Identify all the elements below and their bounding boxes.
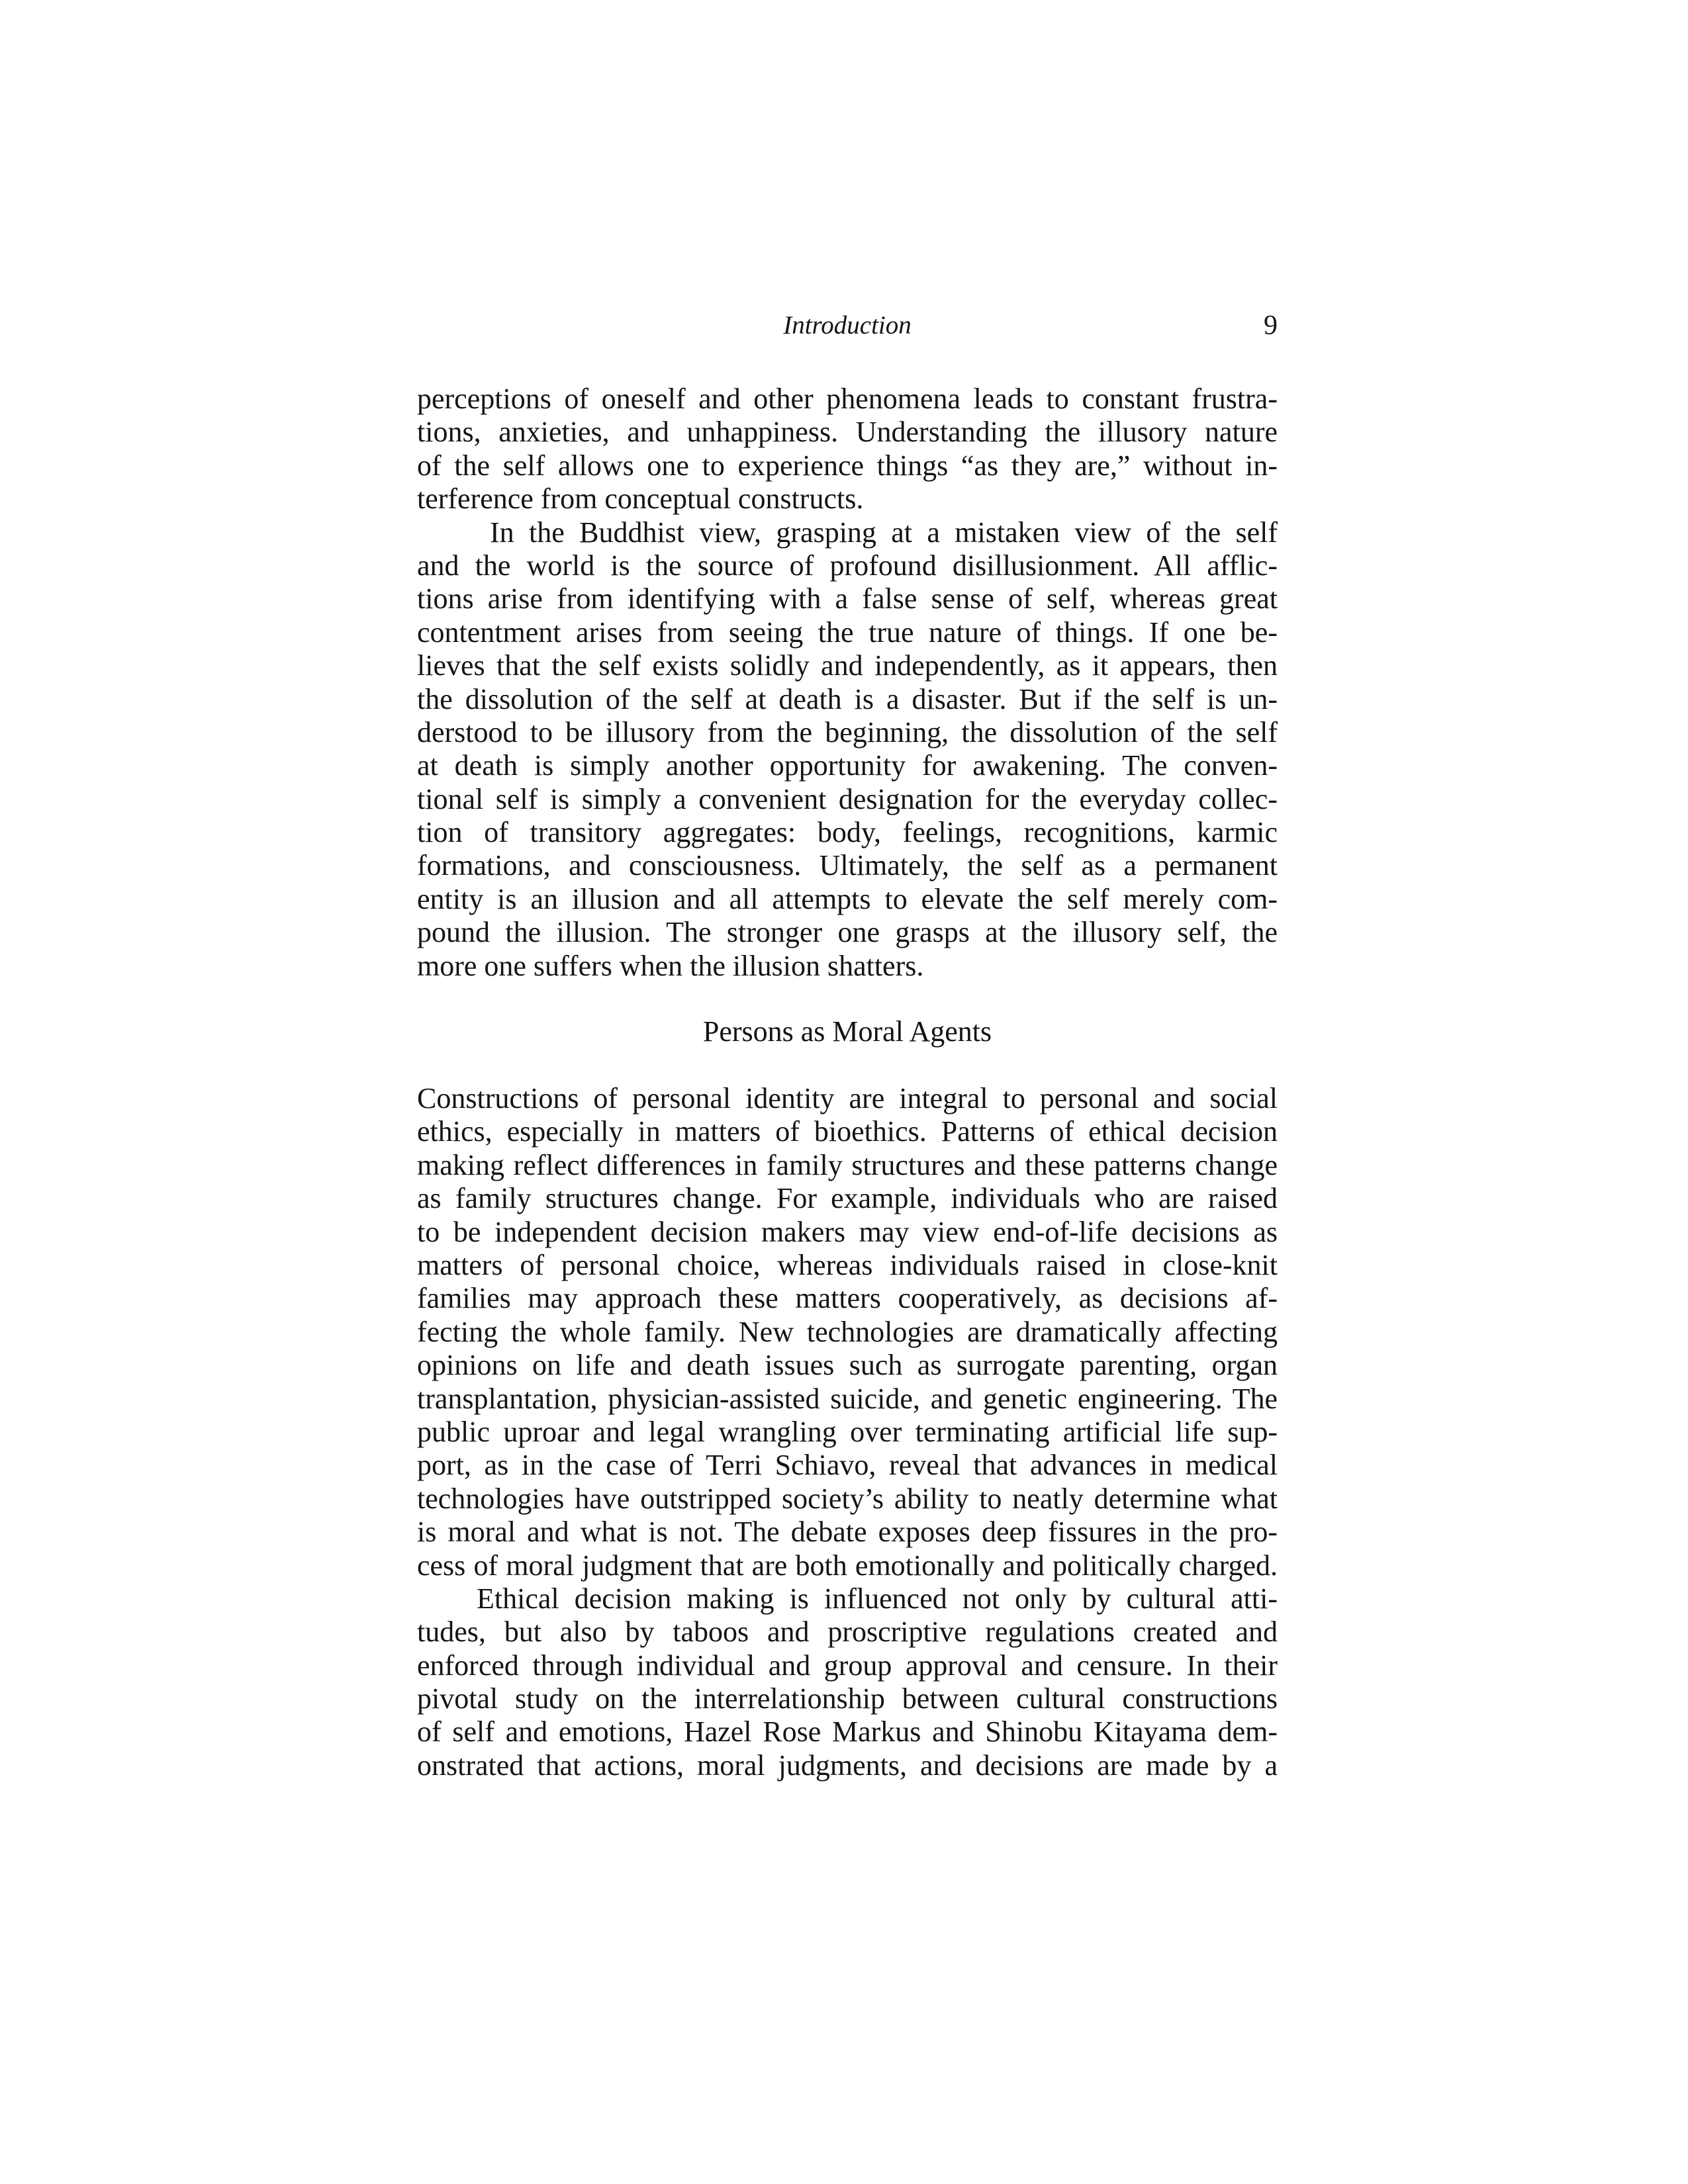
text-line: perceptions of oneself and other phenomena leads to constant frustra- [417, 383, 1278, 415]
page-number: 9 [1264, 310, 1278, 341]
text-line: lieves that the self exists solidly and independently, as it appears, then [417, 649, 1278, 682]
paragraph-4 [417, 1582, 1278, 1782]
text-line: enforced through individual and group approval and censure. In their [417, 1649, 1278, 1682]
text-line: making reflect differences in family structures and these patterns change [417, 1148, 1278, 1181]
text-line: tions, anxieties, and unhappiness. Understanding the illusory nature [417, 416, 1278, 449]
paragraph-1 [417, 383, 1278, 516]
text-line: and the world is the source of profound disillusionment. All afflic- [417, 549, 1278, 582]
text-line: as family structures change. For example, individuals who are raised [417, 1182, 1278, 1215]
text-line: formations, and consciousness. Ultimately, the self as a permanent [417, 849, 1278, 882]
text-line: tion of transitory aggregates: body, feelings, recognitions, karmic [417, 816, 1278, 849]
text-line: ethics, especially in matters of bioethics. Patterns of ethical decision [417, 1115, 1278, 1148]
text-line: tudes, but also by taboos and proscriptive regulations created and [417, 1615, 1278, 1649]
text-line: port, as in the case of Terri Schiavo, reveal that advances in medical [417, 1449, 1278, 1482]
text-line: of self and emotions, Hazel Rose Markus and Shinobu Kitayama dem- [417, 1715, 1278, 1749]
text-line: of the self allows one to experience things “as they are,” without in- [417, 449, 1278, 482]
text-line: derstood to be illusory from the beginning, the dissolution of the self [417, 715, 1278, 749]
text-line: cess of moral judgment that are both emotionally and politically charged. [417, 1549, 1278, 1582]
running-head [417, 299, 1278, 352]
text-line: pivotal study on the interrelationship between cultural constructions [417, 1682, 1278, 1715]
text-line: In the Buddhist view, grasping at a mistaken view of the self [490, 516, 1278, 549]
text-line: to be independent decision makers may view end-of-life decisions as [417, 1215, 1278, 1248]
text-line: opinions on life and death issues such as surrogate parenting, organ [417, 1349, 1278, 1382]
paragraph-3 [417, 1082, 1278, 1582]
text-line: technologies have outstripped society’s ability to neatly determine what [417, 1482, 1278, 1515]
text-line: Ethical decision making is influenced not only by cultural atti- [477, 1582, 1278, 1615]
section-spacer [417, 983, 1278, 1011]
text-line: matters of personal choice, whereas individuals raised in close-knit [417, 1248, 1278, 1281]
text-line: Constructions of personal identity are integral to personal and social [417, 1082, 1278, 1115]
text-line: at death is simply another opportunity for awakening. The conven- [417, 749, 1278, 782]
text-line: transplantation, physician-assisted suicide, and genetic engineering. The [417, 1382, 1278, 1415]
text-line: tional self is simply a convenient designation for the everyday collec- [417, 782, 1278, 815]
running-title: Introduction [783, 311, 912, 340]
text-line: contentment arises from seeing the true nature of things. If one be- [417, 615, 1278, 649]
text-line: tions arise from identifying with a false sense of self, whereas great [417, 582, 1278, 615]
body-text [417, 383, 1278, 1782]
section-spacer [417, 1052, 1278, 1082]
text-line: fecting the whole family. New technologies are dramatically affecting [417, 1315, 1278, 1348]
paragraph-2 [417, 516, 1278, 983]
text-line: more one suffers when the illusion shatters. [417, 949, 924, 982]
text-line: families may approach these matters cooperatively, as decisions af- [417, 1282, 1278, 1315]
text-line: terference from conceptual constructs. [417, 482, 864, 516]
text-line: pound the illusion. The stronger one grasps at the illusory self, the [417, 916, 1278, 949]
text-line: is moral and what is not. The debate exposes deep fissures in the pro- [417, 1516, 1278, 1549]
text-line: the dissolution of the self at death is a disaster. But if the self is un- [417, 682, 1278, 715]
text-line: entity is an illusion and all attempts to elevate the self merely com- [417, 882, 1278, 915]
section-heading: Persons as Moral Agents [702, 1015, 992, 1048]
text-line: onstrated that actions, moral judgments, and decisions are made by a [417, 1749, 1278, 1782]
text-line: public uproar and legal wrangling over terminating artificial life sup- [417, 1415, 1278, 1448]
